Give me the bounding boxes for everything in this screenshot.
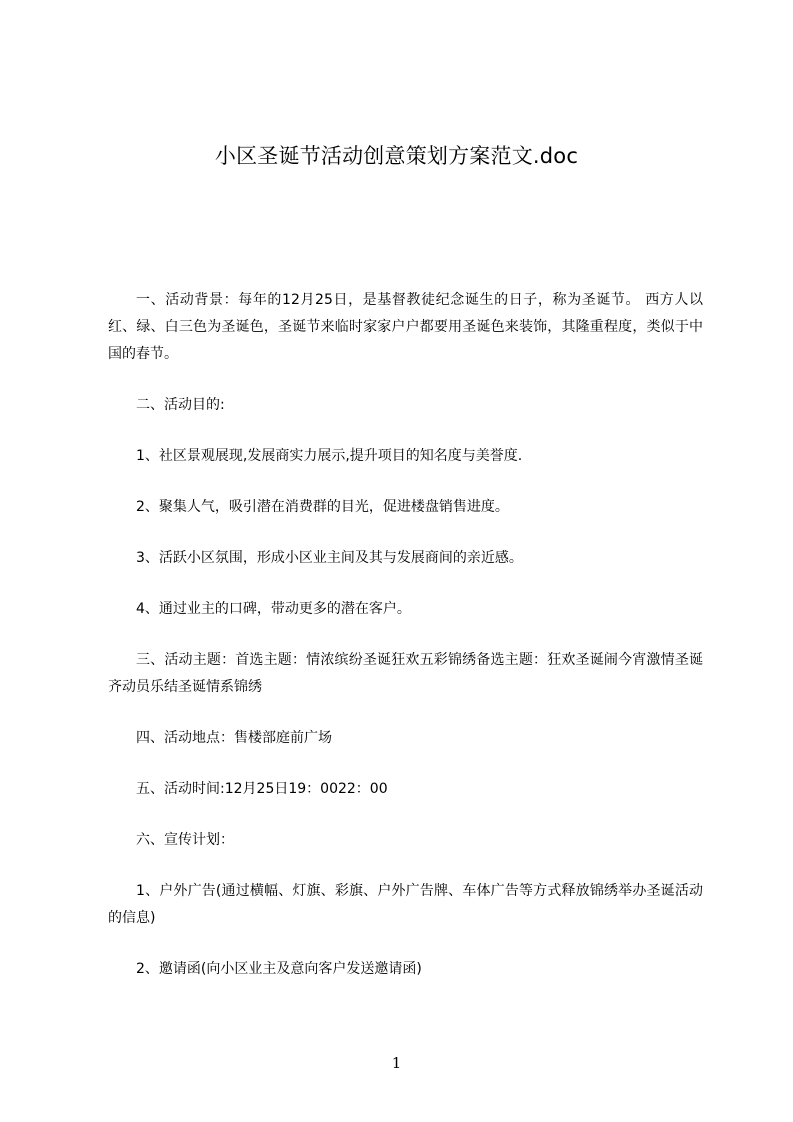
paragraph-goals-heading: 二、活动目的:	[136, 397, 225, 413]
paragraph-background: 一、活动背景：每年的12月25日，是基督教徒纪念诞生的日子，称为圣诞节。 西方人以红、绿、白三色为圣诞色，圣诞节来临时家家户户都要用圣诞色来装饰，其隆重程度，类似于中国的春节。	[108, 292, 703, 362]
document-body	[108, 287, 703, 1007]
paragraph-time: 五、活动时间:12月25日19：0022：00	[136, 781, 388, 797]
paragraph-goal-1: 1、社区景观展现,发展商实力展示,提升项目的知名度与美誉度.	[136, 448, 523, 464]
paragraph-theme: 三、活动主题：首选主题：情浓缤纷圣诞狂欢五彩锦绣备选主题：狂欢圣诞闹今宵激情圣诞齐动员乐结圣诞情系锦绣	[108, 652, 703, 695]
paragraph-goal-2: 2、聚集人气，吸引潜在消费群的目光，促进楼盘销售进度。	[136, 499, 509, 515]
document-title: 小区圣诞节活动创意策划方案范文.doc	[214, 144, 579, 168]
paragraph-publicity-1: 1、户外广告(通过横幅、灯旗、彩旗、户外广告牌、车体广告等方式释放锦绣举办圣诞活动的信息)	[108, 883, 703, 926]
paragraph-goal-3: 3、活跃小区氛围，形成小区业主间及其与发展商间的亲近感。	[136, 550, 523, 566]
paragraph-publicity-heading: 六、宣传计划：	[136, 832, 234, 848]
paragraph-goal-4: 4、通过业主的口碑，带动更多的潜在客户。	[136, 601, 411, 617]
paragraph-publicity-2: 2、邀请函(向小区业主及意向客户发送邀请函)	[136, 961, 422, 977]
page-number: 1	[391, 1054, 402, 1072]
paragraph-location: 四、活动地点：售楼部庭前广场	[136, 730, 332, 746]
